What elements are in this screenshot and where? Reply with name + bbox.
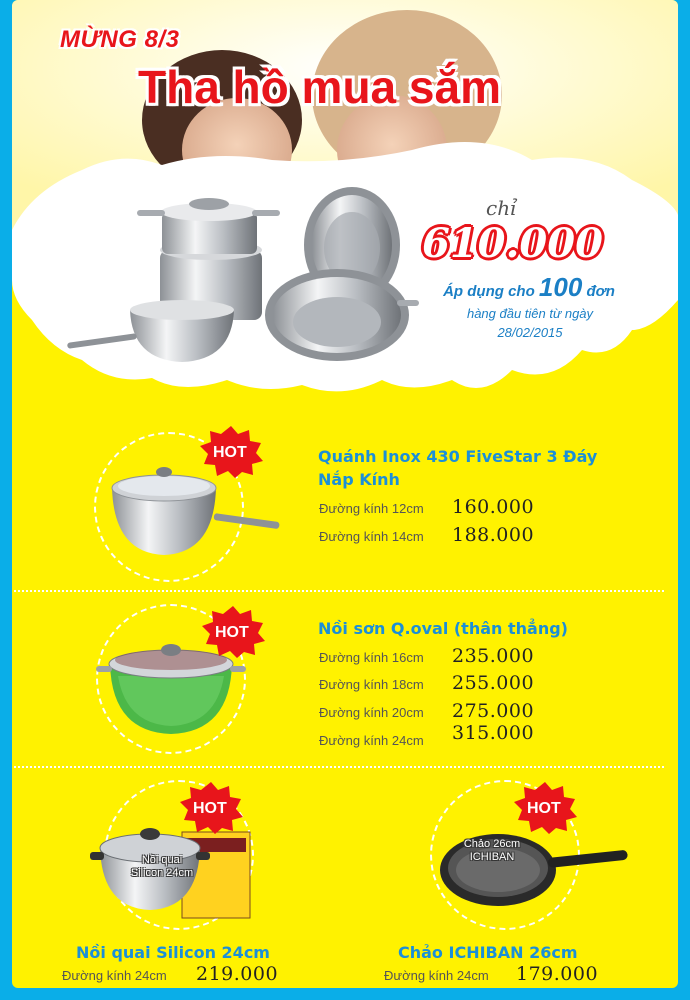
hot-label: HOT [215,624,249,641]
apply-count: 100 [538,272,583,302]
image-caption [112,854,212,880]
size-label: Đường kính 24cm [384,968,489,983]
size-price: 219.000 [196,963,279,985]
headline-main: Tha hồ mua sắm [138,61,501,113]
headline-occasion: MỪNG 8/3 [60,26,180,53]
size-label: Đường kính 12cm [319,501,424,516]
size-price: 315.000 [452,722,535,744]
size-price: 275.000 [452,700,535,722]
section-divider [14,590,664,592]
size-label: Đường kính 24cm [62,968,167,983]
product-title-line2: Nắp Kính [318,470,400,489]
image-caption-line1: Chảo 26cm [463,838,521,850]
section-divider [14,766,664,768]
image-caption [442,838,542,864]
apply-suffix: đơn [586,283,615,300]
size-label: Đường kính 24cm [319,733,424,748]
hero-price: 610.000 [422,220,603,267]
apply-prefix: Áp dụng cho [443,283,535,300]
product-title[interactable] [76,941,270,964]
product-title[interactable] [398,941,578,964]
hot-label: HOT [193,800,227,817]
size-price: 160.000 [452,496,535,518]
size-price: 188.000 [452,524,535,546]
apply-subnote [412,304,648,342]
hero-banner [12,0,678,420]
apply-note [414,272,644,303]
image-caption-line2: Silicon 24cm [130,867,194,879]
size-price: 255.000 [452,672,535,694]
product-title[interactable] [318,617,568,640]
product-title-line1: Nồi quai Silicon 24cm [76,943,270,962]
product-title-line1: Nồi sơn Q.oval (thân thẳng) [318,619,568,638]
size-price: 179.000 [516,963,599,985]
price-prefix: chỉ [486,196,517,220]
image-caption-line1: Nồi quai [141,854,183,866]
product-title-line1: Quánh Inox 430 FiveStar 3 Đáy [318,447,598,466]
promo-panel [12,0,678,988]
product-title[interactable] [318,445,597,491]
size-label: Đường kính 20cm [319,705,424,720]
hot-label: HOT [527,800,561,817]
size-price: 235.000 [452,645,535,667]
image-caption-line2: ICHIBAN [469,851,515,863]
size-label: Đường kính 14cm [319,529,424,544]
size-label: Đường kính 18cm [319,677,424,692]
hot-label: HOT [213,444,247,461]
apply-subnote-line1: hàng đầu tiên từ ngày [466,306,594,321]
apply-subnote-line2: 28/02/2015 [497,325,563,340]
product-title-line1: Chảo ICHIBAN 26cm [398,943,578,962]
size-label: Đường kính 16cm [319,650,424,665]
